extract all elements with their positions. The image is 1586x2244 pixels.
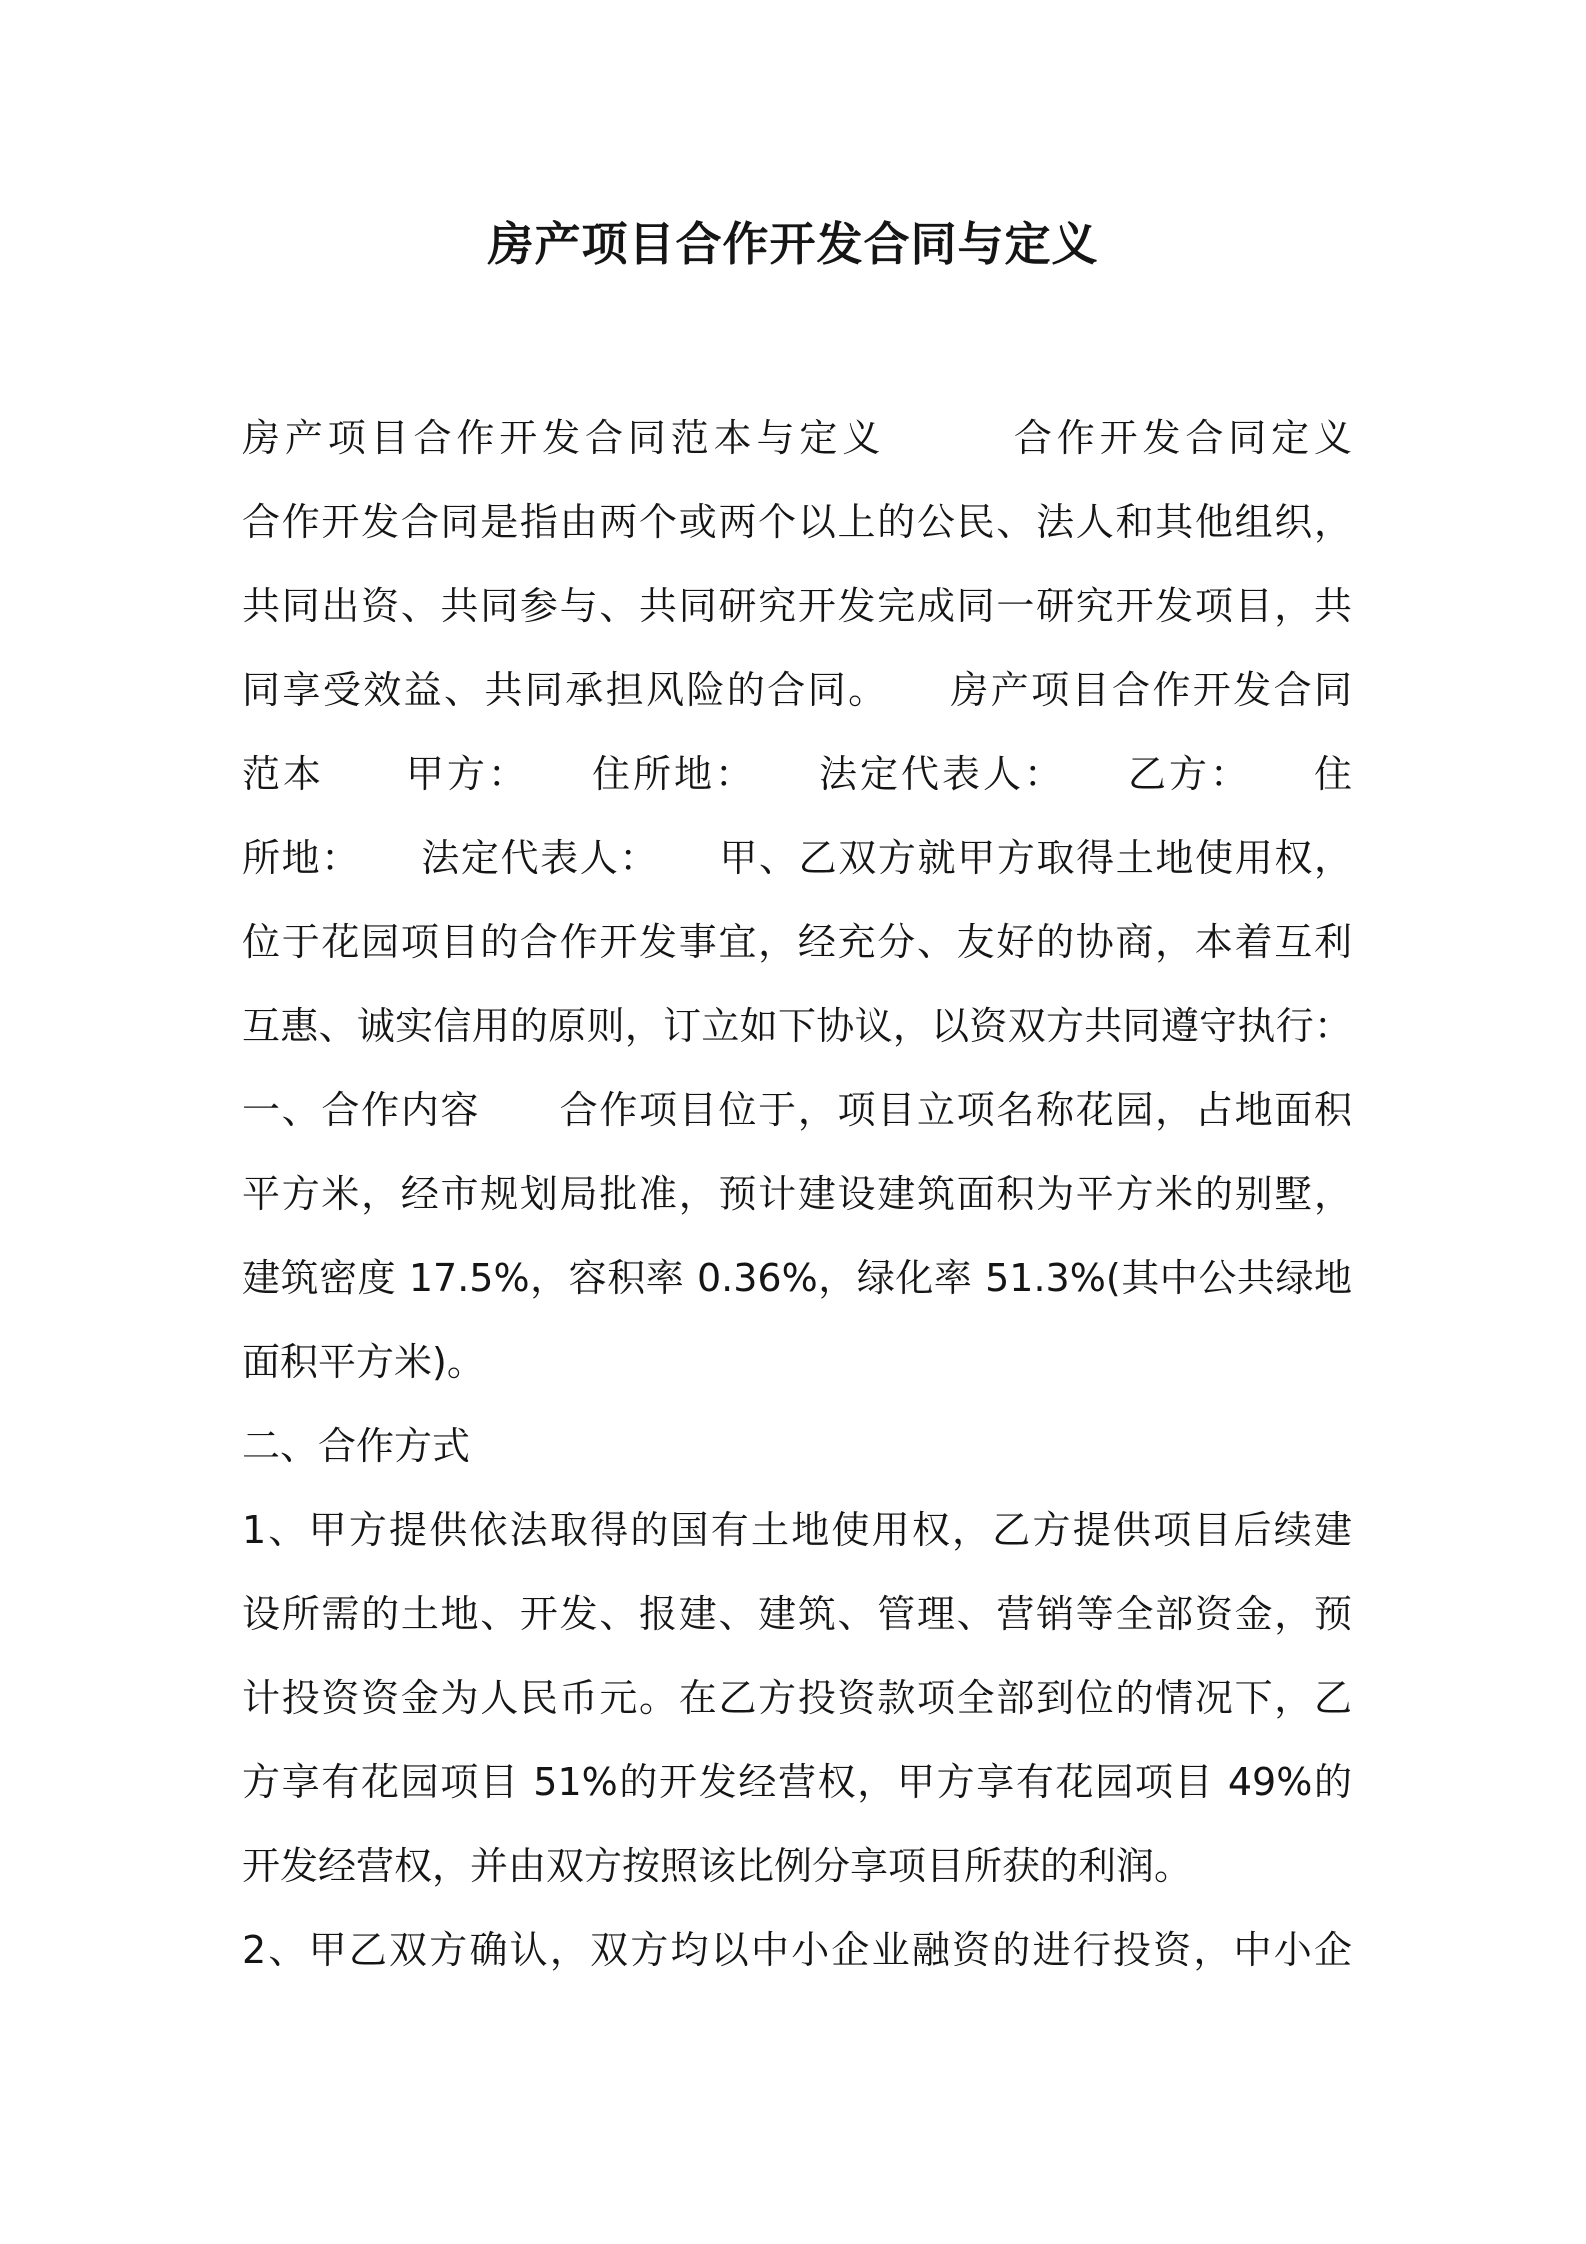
body-line: 一、合作内容 合作项目位于，项目立项名称花园，占地面积 bbox=[242, 1088, 1352, 1132]
body-line: 计投资资金为人民币元。在乙方投资款项全部到位的情况下，乙 bbox=[242, 1676, 1352, 1720]
body-line: 合作开发合同是指由两个或两个以上的公民、法人和其他组织， bbox=[242, 500, 1352, 544]
body-line: 2、甲乙双方确认，双方均以中小企业融资的进行投资，中小企 bbox=[242, 1928, 1352, 1972]
body-line: 同享受效益、共同承担风险的合同。 房产项目合作开发合同 bbox=[242, 668, 1352, 712]
section-heading: 二、合作方式 bbox=[242, 1424, 471, 1468]
body-line: 所地： 法定代表人： 甲、乙双方就甲方取得土地使用权， bbox=[242, 836, 1352, 880]
body-line: 面积平方米)。 bbox=[242, 1340, 485, 1384]
body-line: 共同出资、共同参与、共同研究开发完成同一研究开发项目，共 bbox=[242, 584, 1352, 628]
body-line: 开发经营权，并由双方按照该比例分享项目所获的利润。 bbox=[242, 1844, 1193, 1888]
body-line: 1、甲方提供依法取得的国有土地使用权，乙方提供项目后续建 bbox=[242, 1508, 1352, 1552]
body-line: 方享有花园项目 51%的开发经营权，甲方享有花园项目 49%的 bbox=[242, 1760, 1352, 1804]
body-line: 设所需的土地、开发、报建、建筑、管理、营销等全部资金，预 bbox=[242, 1592, 1352, 1636]
body-line: 平方米，经市规划局批准，预计建设建筑面积为平方米的别墅， bbox=[242, 1172, 1352, 1216]
body-line: 互惠、诚实信用的原则，订立如下协议，以资双方共同遵守执行： bbox=[242, 1004, 1352, 1048]
body-line: 建筑密度 17.5%，容积率 0.36%，绿化率 51.3%(其中公共绿地 bbox=[242, 1256, 1352, 1300]
document-title: 房产项目合作开发合同与定义 bbox=[487, 217, 1099, 271]
body-line: 范本 甲方： 住所地： 法定代表人： 乙方： 住 bbox=[242, 752, 1352, 796]
body-line: 房产项目合作开发合同范本与定义 合作开发合同定义 bbox=[242, 416, 1352, 460]
body-line: 位于花园项目的合作开发事宜，经充分、友好的协商，本着互利 bbox=[242, 920, 1352, 964]
